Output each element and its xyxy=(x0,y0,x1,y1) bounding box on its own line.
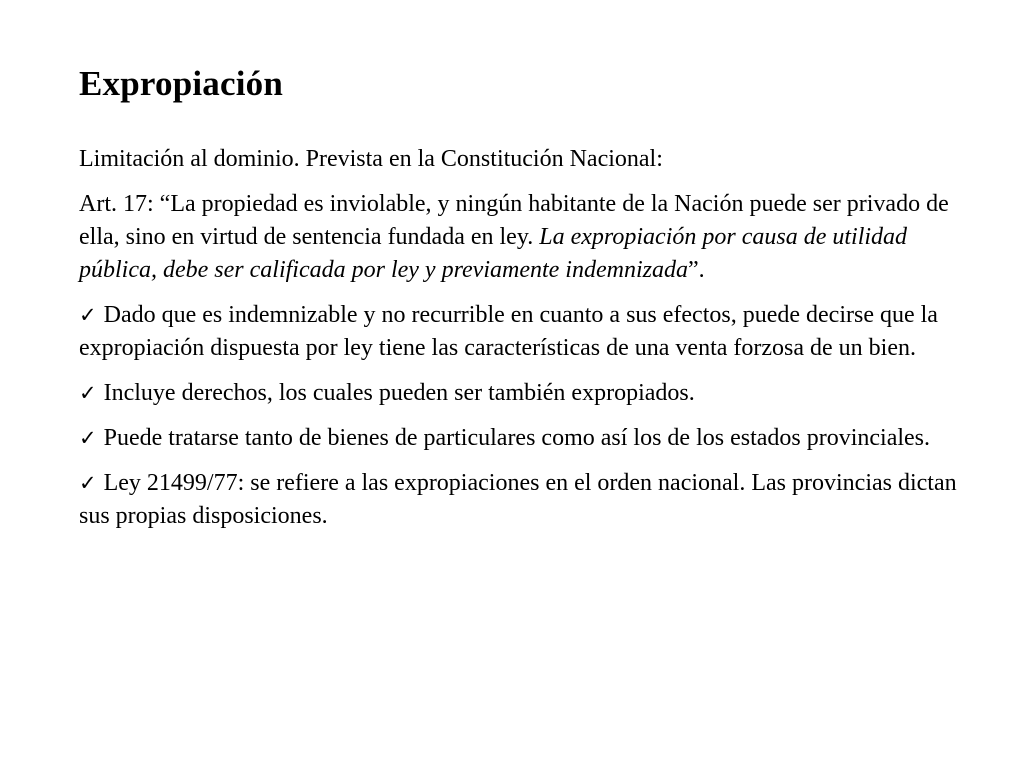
slide-body xyxy=(79,143,959,545)
checkmark-icon: ✓ xyxy=(79,426,97,450)
bullet-item xyxy=(79,299,959,365)
bullet-item xyxy=(79,377,959,410)
article-lead-text: Art. 17: “La propiedad es inviolable, y ningún habitante de la Nación puede ser privado de ella, sino en virtud de sentencia fundada en ley. xyxy=(79,191,949,250)
checkmark-icon: ✓ xyxy=(79,471,97,495)
bullet-text: Puede tratarse tanto de bienes de particulares como así los de los estados provinciales. xyxy=(103,425,931,451)
article-close-text: ”. xyxy=(687,257,705,283)
bullet-text: Ley 21499/77: se refiere a las expropiaciones en el orden nacional. Las provincias dictan sus propias disposiciones. xyxy=(79,470,957,529)
slide-title: Expropiación xyxy=(79,64,284,103)
bullet-text: Dado que es indemnizable y no recurrible en cuanto a sus efectos, puede decirse que la expropiación dispuesta por ley tiene las características de una venta forzosa de un bien. xyxy=(79,302,938,361)
intro-paragraph: Limitación al dominio. Prevista en la Constitución Nacional: xyxy=(79,146,663,172)
bullet-item xyxy=(79,467,959,533)
checkmark-icon: ✓ xyxy=(79,303,97,327)
bullet-text: Incluye derechos, los cuales pueden ser también expropiados. xyxy=(103,380,695,406)
checkmark-icon: ✓ xyxy=(79,381,97,405)
article-17-quote xyxy=(79,188,959,287)
article-emphasis-text: La expropiación por causa de utilidad pública, debe ser calificada por ley y previamente indemnizada xyxy=(79,224,908,283)
bullet-item xyxy=(79,422,959,455)
